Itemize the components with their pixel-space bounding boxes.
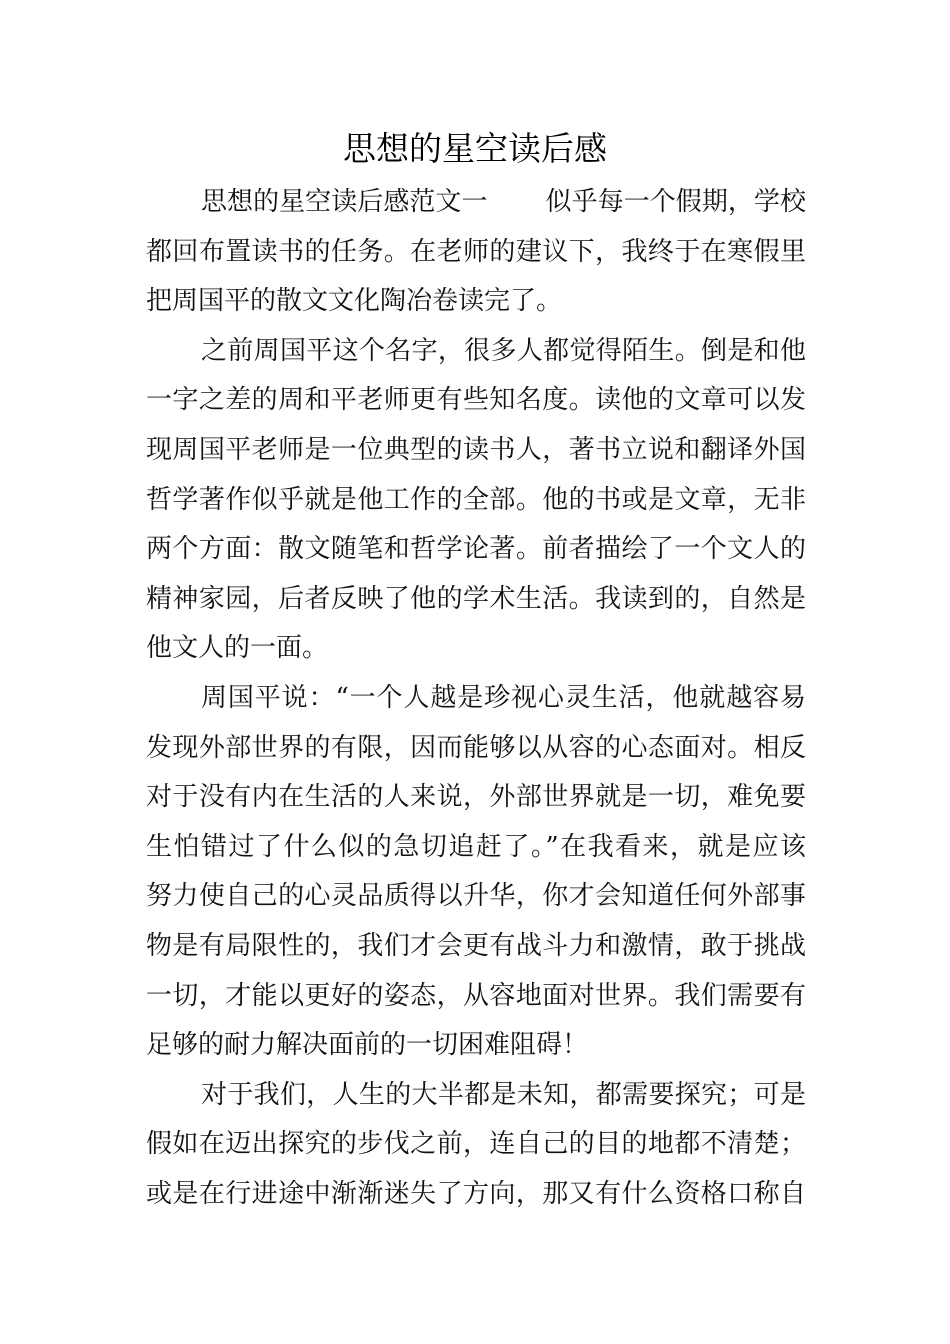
text-line: 发现外部世界的有限，因而能够以从容的心态面对。相反: [146, 732, 806, 763]
text-line: 都回布置读书的任务。在老师的建议下，我终于在寒假里: [146, 236, 806, 267]
text-line: 他文人的一面。: [146, 633, 329, 664]
text-line: 或是在行进途中渐渐迷失了方向，那又有什么资格口称自: [146, 1178, 806, 1209]
text-line: 对于没有内在生活的人来说，外部世界就是一切，难免要: [146, 782, 806, 813]
text-line: 足够的耐力解决面前的一切困难阻碍！: [146, 1030, 589, 1061]
text-line: 一字之差的周和平老师更有些知名度。读他的文章可以发: [146, 385, 806, 416]
paragraph: [146, 178, 806, 327]
text-line: 物是有局限性的，我们才会更有战斗力和激情，敢于挑战: [146, 930, 806, 961]
text-line: 一切，才能以更好的姿态，从容地面对世界。我们需要有: [146, 980, 806, 1011]
paragraph: [146, 674, 806, 1071]
paragraph: [146, 327, 806, 674]
text-line: 假如在迈出探究的步伐之前，连自己的目的地都不清楚；: [146, 1129, 806, 1160]
document-body: [146, 178, 806, 1219]
inline-heading: 思想的星空读后感范文一: [201, 187, 488, 217]
text-line: 周国平说：“一个人越是珍视心灵生活，他就越容易: [201, 682, 806, 713]
text-line: 两个方面：散文随笔和哲学论著。前者描绘了一个文人的: [146, 534, 806, 565]
text-line: [146, 178, 806, 228]
text-line: 生怕错过了什么似的急切追赶了。”在我看来，就是应该: [146, 831, 806, 862]
text-line: 努力使自己的心灵品质得以升华，你才会知道任何外部事: [146, 881, 806, 912]
paragraph: [146, 1071, 806, 1220]
text-line: 之前周国平这个名字，很多人都觉得陌生。倒是和他: [201, 335, 806, 366]
document-title: 思想的星空读后感: [343, 129, 607, 168]
text-line: 把周国平的散文文化陶冶卷读完了。: [146, 286, 563, 317]
text-line: 精神家园，后者反映了他的学术生活。我读到的，自然是: [146, 583, 806, 614]
text-line: 对于我们，人生的大半都是未知，都需要探究；可是: [201, 1079, 806, 1110]
text-segment: 似乎每一个假期，学校: [545, 187, 806, 217]
text-line: 哲学著作似乎就是他工作的全部。他的书或是文章，无非: [146, 484, 806, 515]
text-line: 现周国平老师是一位典型的读书人，著书立说和翻译外国: [146, 434, 806, 465]
